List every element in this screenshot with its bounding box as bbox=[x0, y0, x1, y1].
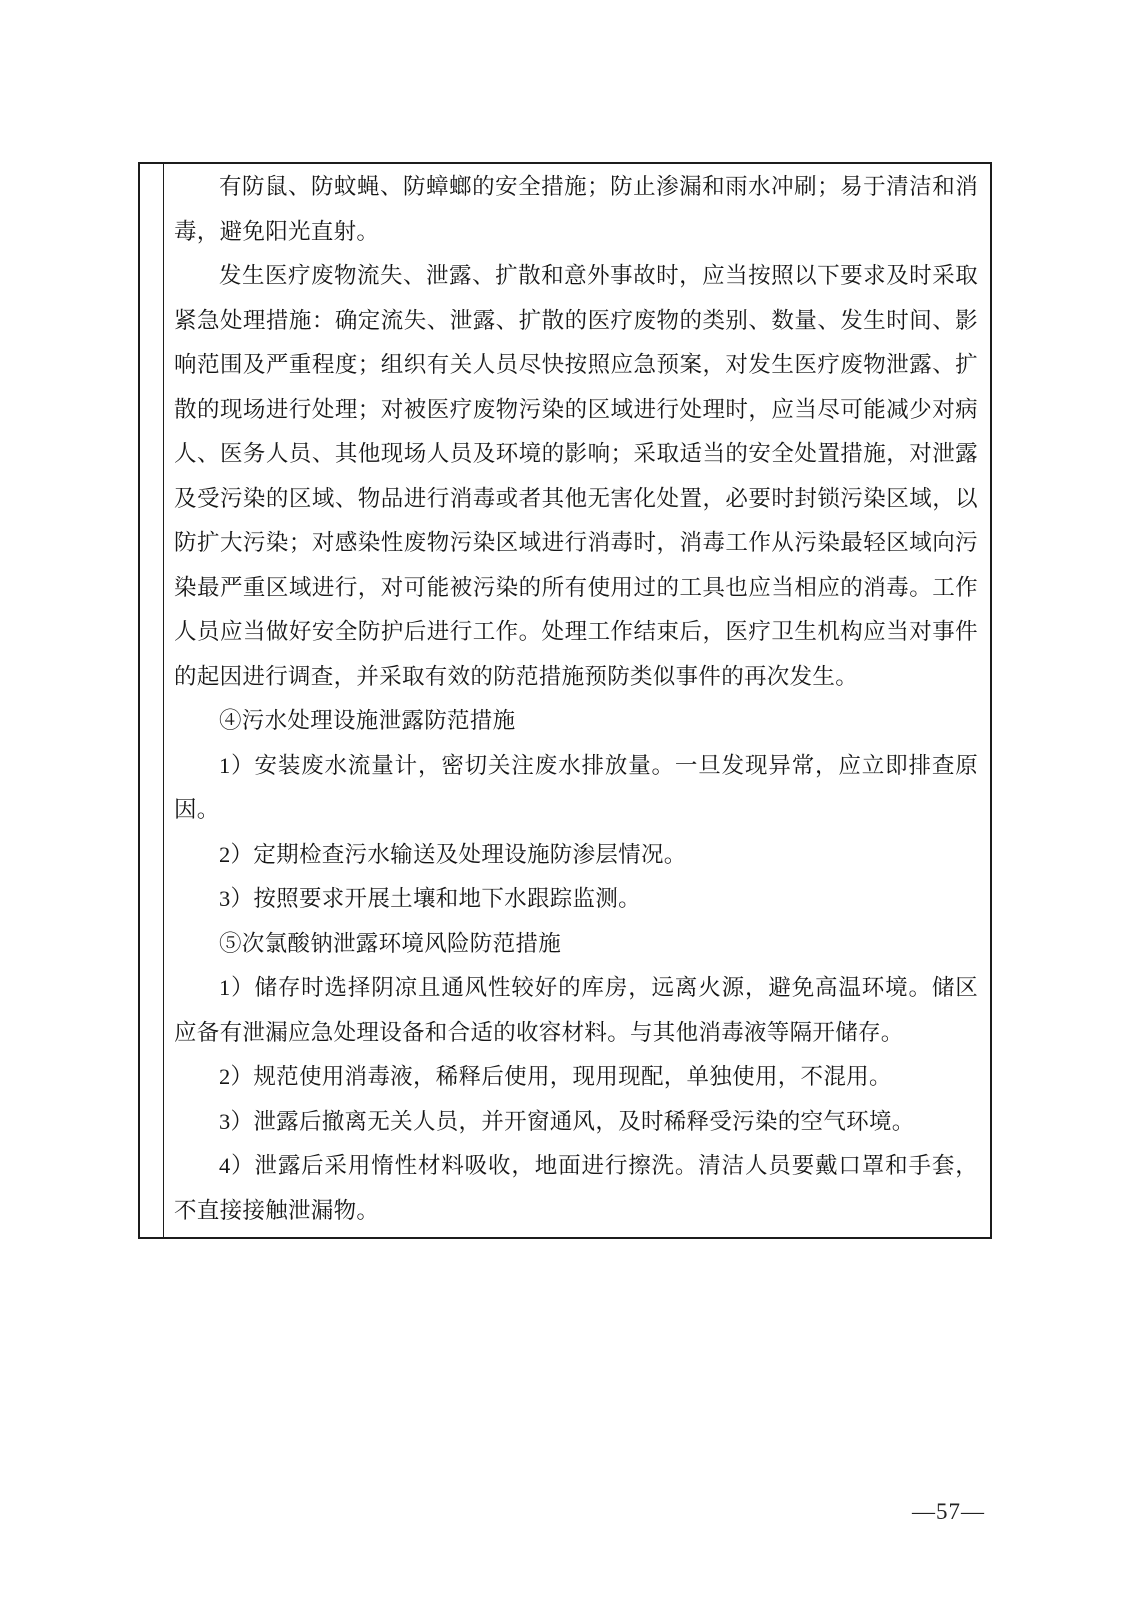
paragraph-8: 1）储存时选择阴凉且通风性较好的库房，远离火源，避免高温环境。储区应备有泄漏应急处理设备和合适的收容材料。与其他消毒液等隔开储存。 bbox=[174, 975, 978, 1045]
table-stub-column bbox=[140, 164, 164, 1237]
paragraph-2: 发生医疗废物流失、泄露、扩散和意外事故时，应当按照以下要求及时采取紧急处理措施：确定流失、泄露、扩散的医疗废物的类别、数量、发生时间、影响范围及严重程度；组织有关人员尽快按照应急预案，对发生医疗废物泄露、扩散的现场进行处理；对被医疗废物污染的区域进行处理时，应当尽可能减少对病人、医务人员、其他现场人员及环境的影响；采取适当的安全处置措施，对泄露及受污染的区域、物品进行消毒或者其他无害化处置，必要时封锁污染区域，以防扩大污染；对感染性废物污染区域进行消毒时，消毒工作从污染最轻区域向污染最严重区域进行，对可能被污染的所有使用过的工具也应当相应的消毒。工作人员应当做好安全防护后进行工作。处理工作结束后，医疗卫生机构应当对事件的起因进行调查，并采取有效的防范措施预防类似事件的再次发生。 bbox=[174, 263, 978, 689]
paragraph-4: 1）安装废水流量计，密切关注废水排放量。一旦发现异常，应立即排查原因。 bbox=[174, 752, 978, 822]
paragraph-11: 4）泄露后采用惰性材料吸收，地面进行擦洗。清洁人员要戴口罩和手套，不直接接触泄漏物。 bbox=[174, 1153, 978, 1223]
content-table bbox=[138, 162, 992, 1239]
paragraph-10: 3）泄露后撤离无关人员，并开窗通风，及时稀释受污染的空气环境。 bbox=[219, 1108, 915, 1134]
paragraph-7: ⑤次氯酸钠泄露环境风险防范措施 bbox=[219, 930, 562, 956]
paragraph-5: 2）定期检查污水输送及处理设施防渗层情况。 bbox=[219, 841, 687, 867]
table-content-cell bbox=[164, 164, 990, 1237]
paragraph-9: 2）规范使用消毒液，稀释后使用，现用现配，单独使用，不混用。 bbox=[219, 1064, 892, 1089]
paragraph-6: 3）按照要求开展土壤和地下水跟踪监测。 bbox=[219, 886, 641, 911]
page-number: —57— bbox=[912, 1499, 985, 1524]
paragraph-1: 有防鼠、防蚊蝇、防蟑螂的安全措施；防止渗漏和雨水冲刷；易于清洁和消毒，避免阳光直射。 bbox=[174, 174, 978, 244]
paragraph-3: ④污水处理设施泄露防范措施 bbox=[219, 708, 516, 733]
